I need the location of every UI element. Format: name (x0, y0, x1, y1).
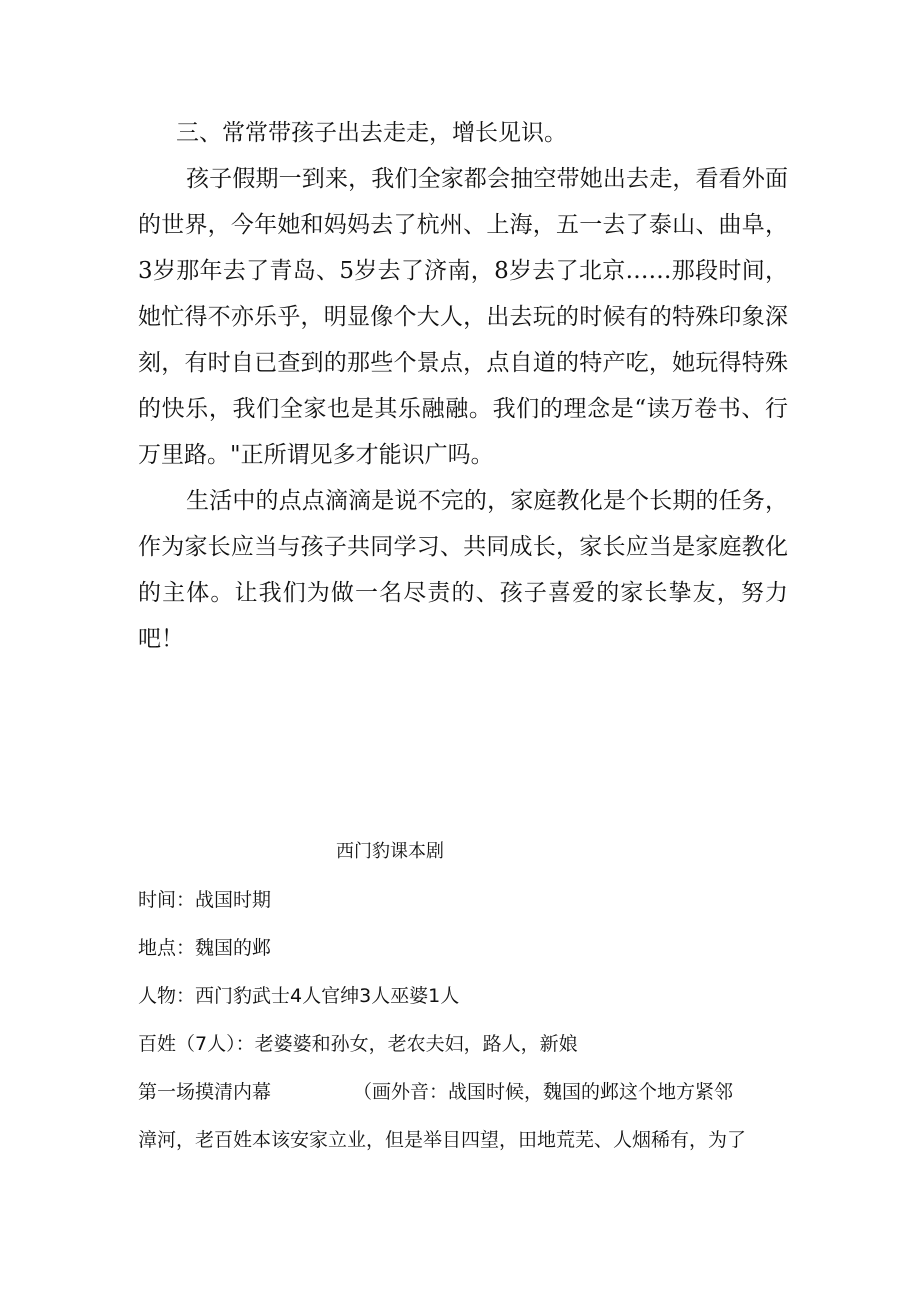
scene1-title: 第一场摸清内幕 (138, 1081, 272, 1103)
essay-paragraph-1: 孩子假期一到来，我们全家都会抽空带她出去走，看看外面的世界，今年她和妈妈去了杭州、上海，五一去了泰山、曲阜，3岁那年去了青岛、5岁去了济南，8岁去了北京……那段时间，她忙得不亦乐乎，明显像个大人，出去玩的时候有的特殊印象深刻，有时自已查到的那些个景点，点自道的特产吃，她玩得特殊的快乐，我们全家也是其乐融融。我们的理念是“读万卷书、行万里路。"正所谓见多才能识广吗。 (138, 166, 788, 468)
script-place: 地点：魏国的邺 (138, 937, 272, 959)
essay-section (138, 110, 788, 662)
script-time: 时间：战国时期 (138, 889, 272, 911)
script-characters: 人物：西门豹武士4人官绅3人巫婆1人 (138, 985, 460, 1007)
scene1-narration-start: （画外音：战国时候，魏国的邺这个地方紧邻 (353, 1081, 734, 1103)
script-title: 西门豹课本剧 (336, 841, 444, 862)
scene1-narration-continued: 漳河，老百姓本该安家立业，但是举目四望，田地荒芜、人烟稀有，为了 (138, 1129, 747, 1151)
play-script-section (138, 840, 798, 1176)
scene1-line (138, 1080, 798, 1104)
section-heading: 三、常常带孩子出去走走，增长见识。 (176, 120, 567, 146)
script-commoners: 百姓（7人）：老婆婆和孙女，老农夫妇，路人，新娘 (138, 1033, 578, 1055)
essay-paragraph-2: 生活中的点点滴滴是说不完的，家庭教化是个长期的任务，作为家长应当与孩子共同学习、共同成长，家长应当是家庭教化的主体。让我们为做一名尽责的、孩子喜爱的家长挚友，努力吧！ (138, 488, 788, 652)
